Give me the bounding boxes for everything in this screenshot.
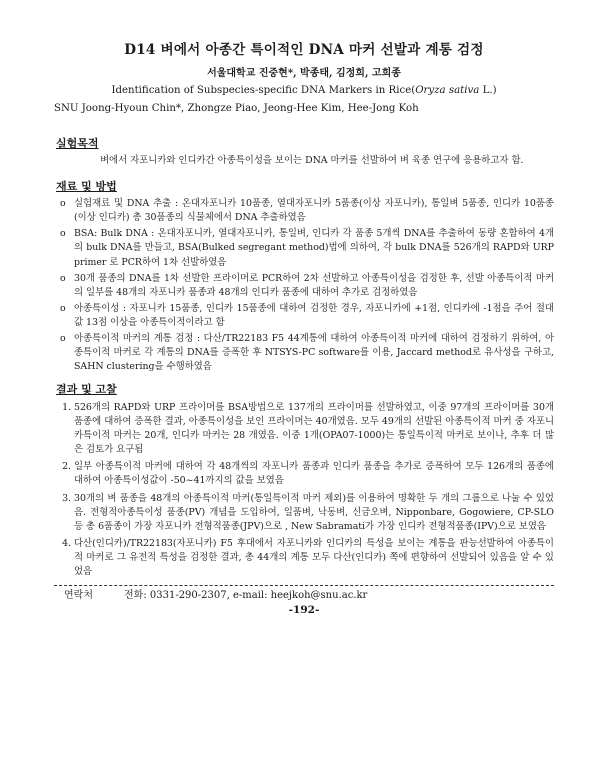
bullet-marker: o [60, 333, 66, 345]
list-item-text: 30개 품종의 DNA를 1차 선발한 프라이머로 PCR하여 2차 선발하고 아종특이성을 검정한 후, 선발 아종특이적 마커의 일부를 48개의 자포니카 품종과 48개의 인디카 품종에 대하여 추가로 검정하였음 [74, 272, 554, 298]
paper-title-english [54, 83, 554, 98]
bullet-marker: o [60, 272, 66, 284]
list-item: 2. 일부 아종특이적 마커에 대하여 각 48개씩의 자포니카 품종과 인디카 품종을 추가로 증폭하여 모두 126개의 품종에 대하여 아종특이성값이 -50~41까지의 값을 보였음 [74, 460, 554, 488]
purpose-section [54, 130, 554, 169]
authors-korean: 서울대학교 진중현*, 박종태, 김정희, 고희종 [207, 68, 401, 80]
list-item-text: 아종특이적 마커의 계통 검정 : 다산/TR22183 F5 44계통에 대하여 아종특이적 마커에 대하여 검정하기 위하여, 아종특이적 마커로 각 계통의 DNA를 증폭한 후 NTSYS-PC software를 이용, Jaccard method로 유사성을 구하고, SAHN clustering을 수행하였음 [74, 333, 554, 373]
list-item: 3. 30개의 벼 품종을 48개의 아종특이적 마커(통일특이적 마커 제외)를 이용하여 명확한 두 개의 그룹으로 나눌 수 있었음. 전형적아종특이성 품종(PV) 개념을 도입하여, 일품벼, 낙동벼, 신금오벼, Nipponbare, Gogowiere, CP-SLO 등 총 6품종이 가장 자포니카 전형적품종(JPV)으로 , New Sabramati가 가장 인디카 전형적품종(IPV)으로 보였음 [74, 492, 554, 534]
results-heading: 결과 및 고찰 [56, 383, 117, 397]
list-item [60, 302, 554, 330]
bullet-marker: o [60, 228, 66, 240]
paper-page [54, 40, 554, 619]
results-list [54, 401, 554, 579]
list-item: 1. 526개의 RAPD와 URP 프라이머를 BSA방법으로 137개의 프라이머를 선발하였고, 이중 97개의 프라이머를 30개 품종에 대하여 증폭한 결과, 아종특이성을 보인 프라이머는 40개였음. 모두 49개의 선발된 아종특이적 마커 중 자포니카특이적 마커는 20개, 인디카 마커는 28 개였음. 이중 1개(OPA07-1000)는 통일특이적 마커로 보이나, 추후 더 많은 검토가 요구됨 [74, 401, 554, 457]
list-item [60, 272, 554, 300]
contact-text: 전화: 0331-290-2307, e-mail: heejkoh@snu.ac.kr [124, 590, 368, 602]
bullet-marker: o [60, 198, 66, 210]
methods-section [54, 173, 554, 375]
list-item-text: 아종특이성 : 자포니카 15품종, 인디카 15품종에 대하여 검정한 경우, 자포니카에 +1점, 인디카에 -1점을 주어 절대값 13점 이상을 아종특이적이라고 함 [74, 302, 554, 328]
results-section [54, 376, 554, 579]
title-en-suffix: L.) [479, 85, 497, 97]
list-item-text: BSA: Bulk DNA : 온대자포니카, 열대자포니카, 통일벼, 인디카 각 품종 5개씩 DNA를 추출하여 동량 혼합하여 4개의 bulk DNA를 만들고, BSA(Bulked segregant method)법에 의하여, 각 bulk DNA를 526개의 RAPD와 URP primer 로 PCR하여 1차 선발하였음 [74, 228, 554, 268]
purpose-text: 벼에서 자포니카와 인디카간 아종특이성을 보이는 DNA 마커를 선발하여 벼 육종 연구에 응용하고자 함. [100, 155, 524, 167]
species-name: Oryza sativa [415, 85, 480, 97]
footer-divider [54, 585, 554, 586]
bullet-marker: o [60, 302, 66, 314]
contact-label: 연락처 [64, 590, 93, 602]
purpose-heading: 실험목적 [56, 136, 99, 150]
authors-english: SNU Joong-Hyoun Chin*, Zhongze Piao, Jeong-Hee Kim, Hee-Jong Koh [54, 102, 419, 114]
list-item-text: 실험재료 및 DNA 추출 : 온대자포니카 10품종, 열대자포니카 5품종(이상 자포니카), 통일벼 5품종, 인디카 10품종(이상 인디카) 총 30품종의 식물체에서 DNA 추출하였음 [74, 198, 554, 224]
title-en-prefix: Identification of Subspecies-specific DNA Markers in Rice( [111, 85, 416, 97]
paper-title: D14 벼에서 아종간 특이적인 DNA 마커 선발과 계통 검정 [124, 42, 484, 58]
methods-list [54, 197, 554, 374]
contact-info [64, 588, 554, 603]
list-item [60, 227, 554, 269]
list-item [60, 332, 554, 374]
list-item: 4. 다산(인디카)/TR22183(자포니카) F5 후대에서 자포니카와 인디카의 특성을 보이는 계통을 판능선발하여 아종특이적 마커로 그 유전적 특성을 검정한 결과, 총 44개의 계통 모두 다산(인디카) 쪽에 편향하여 선발되어 있음을 알 수 있었음 [74, 537, 554, 579]
methods-heading: 재료 및 방법 [56, 179, 117, 193]
list-item [60, 197, 554, 225]
page-number: -192- [288, 604, 320, 617]
